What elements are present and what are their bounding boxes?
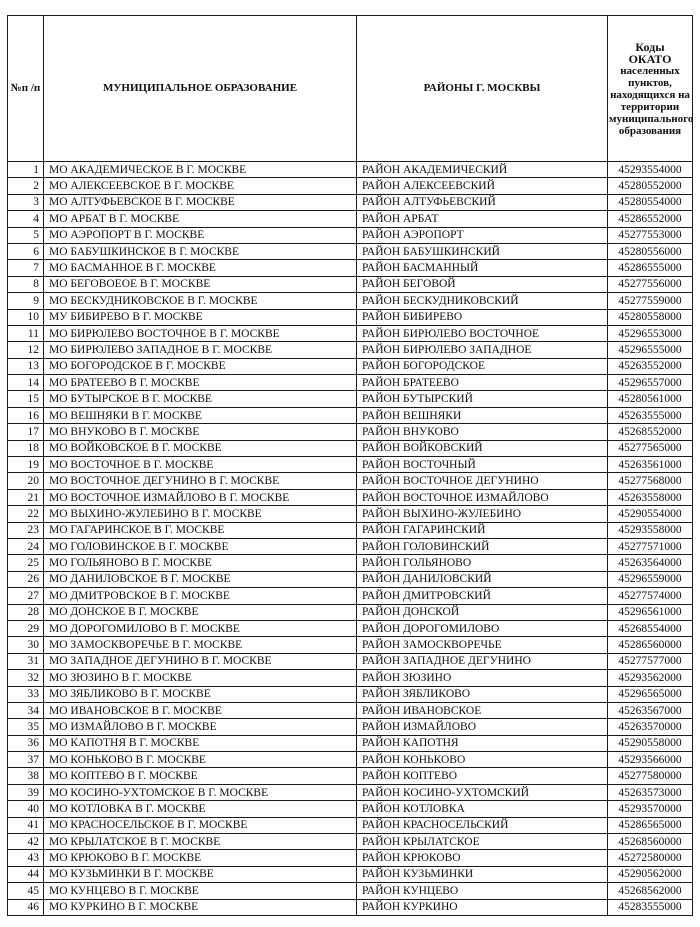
cell-okato-code: 45280561000: [608, 391, 693, 407]
table-row: [8, 899, 693, 915]
table-row: [8, 555, 693, 571]
table-row: [8, 391, 693, 407]
cell-district: РАЙОН АЛТУФЬЕВСКИЙ: [357, 194, 608, 210]
cell-municipality: МО АКАДЕМИЧЕСКОЕ В Г. МОСКВЕ: [44, 162, 357, 178]
header-number: №п /п: [8, 16, 44, 162]
cell-number: 28: [8, 604, 44, 620]
table-row: [8, 440, 693, 456]
table-row: [8, 243, 693, 259]
cell-district: РАЙОН БЕСКУДНИКОВСКИЙ: [357, 293, 608, 309]
cell-okato-code: 45293554000: [608, 162, 693, 178]
cell-municipality: МО КУРКИНО В Г. МОСКВЕ: [44, 899, 357, 915]
cell-number: 7: [8, 260, 44, 276]
cell-district: РАЙОН ЗЮЗИНО: [357, 670, 608, 686]
cell-municipality: МО ГАГАРИНСКОЕ В Г. МОСКВЕ: [44, 522, 357, 538]
cell-district: РАЙОН КРЮКОВО: [357, 850, 608, 866]
cell-municipality: МО ЗЮЗИНО В Г. МОСКВЕ: [44, 670, 357, 686]
cell-municipality: МО БАБУШКИНСКОЕ В Г. МОСКВЕ: [44, 243, 357, 259]
table-row: [8, 506, 693, 522]
cell-municipality: МО БЕСКУДНИКОВСКОЕ В Г. МОСКВЕ: [44, 293, 357, 309]
table-row: [8, 719, 693, 735]
cell-okato-code: 45290558000: [608, 735, 693, 751]
cell-okato-code: 45296553000: [608, 325, 693, 341]
table-row: [8, 522, 693, 538]
cell-municipality: МО АЭРОПОРТ В Г. МОСКВЕ: [44, 227, 357, 243]
cell-number: 31: [8, 653, 44, 669]
cell-number: 17: [8, 424, 44, 440]
cell-okato-code: 45296559000: [608, 571, 693, 587]
cell-district: РАЙОН КОТЛОВКА: [357, 801, 608, 817]
cell-okato-code: 45277553000: [608, 227, 693, 243]
table-row: [8, 653, 693, 669]
cell-district: РАЙОН ГАГАРИНСКИЙ: [357, 522, 608, 538]
cell-municipality: МУ БИБИРЕВО В Г. МОСКВЕ: [44, 309, 357, 325]
cell-municipality: МО ЗЯБЛИКОВО В Г. МОСКВЕ: [44, 686, 357, 702]
cell-number: 45: [8, 883, 44, 899]
cell-number: 12: [8, 342, 44, 358]
cell-number: 1: [8, 162, 44, 178]
table-row: [8, 358, 693, 374]
cell-district: РАЙОН КОПТЕВО: [357, 768, 608, 784]
cell-okato-code: 45268562000: [608, 883, 693, 899]
cell-okato-code: 45290562000: [608, 866, 693, 882]
table-row: [8, 637, 693, 653]
cell-number: 37: [8, 752, 44, 768]
header-okato-line1: Коды: [635, 39, 665, 54]
table-header: [8, 16, 693, 162]
cell-okato-code: 45263570000: [608, 719, 693, 735]
cell-number: 2: [8, 178, 44, 194]
cell-okato-code: 45293566000: [608, 752, 693, 768]
cell-municipality: МО АЛЕКСЕЕВСКОЕ В Г. МОСКВЕ: [44, 178, 357, 194]
cell-number: 19: [8, 457, 44, 473]
cell-okato-code: 45280554000: [608, 194, 693, 210]
table-row: [8, 686, 693, 702]
table-row: [8, 457, 693, 473]
cell-municipality: МО БИРЮЛЕВО ЗАПАДНОЕ В Г. МОСКВЕ: [44, 342, 357, 358]
table-row: [8, 162, 693, 178]
cell-municipality: МО КОСИНО-УХТОМСКОЕ В Г. МОСКВЕ: [44, 784, 357, 800]
cell-district: РАЙОН АЭРОПОРТ: [357, 227, 608, 243]
table-row: [8, 817, 693, 833]
cell-okato-code: 45283555000: [608, 899, 693, 915]
header-okato-line2: ОКАТО: [628, 51, 672, 66]
cell-okato-code: 45293558000: [608, 522, 693, 538]
cell-number: 39: [8, 784, 44, 800]
cell-municipality: МО КОПТЕВО В Г. МОСКВЕ: [44, 768, 357, 784]
table-row: [8, 407, 693, 423]
cell-number: 26: [8, 571, 44, 587]
cell-municipality: МО БРАТЕЕВО В Г. МОСКВЕ: [44, 375, 357, 391]
cell-number: 41: [8, 817, 44, 833]
cell-number: 6: [8, 243, 44, 259]
cell-district: РАЙОН КУРКИНО: [357, 899, 608, 915]
cell-municipality: МО ВНУКОВО В Г. МОСКВЕ: [44, 424, 357, 440]
cell-district: РАЙОН ВНУКОВО: [357, 424, 608, 440]
table-row: [8, 604, 693, 620]
cell-okato-code: 45286552000: [608, 211, 693, 227]
cell-okato-code: 45286555000: [608, 260, 693, 276]
table-row: [8, 325, 693, 341]
cell-okato-code: 45277580000: [608, 768, 693, 784]
cell-okato-code: 45296557000: [608, 375, 693, 391]
cell-okato-code: 45293570000: [608, 801, 693, 817]
cell-number: 25: [8, 555, 44, 571]
cell-number: 43: [8, 850, 44, 866]
cell-district: РАЙОН АКАДЕМИЧЕСКИЙ: [357, 162, 608, 178]
cell-municipality: МО ДОРОГОМИЛОВО В Г. МОСКВЕ: [44, 620, 357, 636]
table-row: [8, 178, 693, 194]
table-row: [8, 211, 693, 227]
cell-municipality: МО КАПОТНЯ В Г. МОСКВЕ: [44, 735, 357, 751]
cell-municipality: МО ВОСТОЧНОЕ ИЗМАЙЛОВО В Г. МОСКВЕ: [44, 489, 357, 505]
cell-number: 15: [8, 391, 44, 407]
table-row: [8, 489, 693, 505]
cell-okato-code: 45263573000: [608, 784, 693, 800]
cell-number: 42: [8, 834, 44, 850]
cell-okato-code: 45268560000: [608, 834, 693, 850]
cell-number: 40: [8, 801, 44, 817]
cell-municipality: МО ЗАМОСКВОРЕЧЬЕ В Г. МОСКВЕ: [44, 637, 357, 653]
cell-number: 21: [8, 489, 44, 505]
table-row: [8, 293, 693, 309]
cell-number: 5: [8, 227, 44, 243]
cell-municipality: МО КОНЬКОВО В Г. МОСКВЕ: [44, 752, 357, 768]
cell-district: РАЙОН КАПОТНЯ: [357, 735, 608, 751]
cell-okato-code: 45280552000: [608, 178, 693, 194]
table-row: [8, 883, 693, 899]
cell-number: 30: [8, 637, 44, 653]
cell-number: 35: [8, 719, 44, 735]
cell-district: РАЙОН БИРЮЛЕВО ВОСТОЧНОЕ: [357, 325, 608, 341]
cell-district: РАЙОН БАБУШКИНСКИЙ: [357, 243, 608, 259]
cell-municipality: МО КРАСНОСЕЛЬСКОЕ В Г. МОСКВЕ: [44, 817, 357, 833]
cell-okato-code: 45268554000: [608, 620, 693, 636]
cell-municipality: МО ИВАНОВСКОЕ В Г. МОСКВЕ: [44, 702, 357, 718]
cell-number: 33: [8, 686, 44, 702]
okato-table: [7, 15, 693, 916]
cell-municipality: МО АРБАТ В Г. МОСКВЕ: [44, 211, 357, 227]
table-row: [8, 194, 693, 210]
cell-okato-code: 45277565000: [608, 440, 693, 456]
table-row: [8, 424, 693, 440]
cell-district: РАЙОН ВЕШНЯКИ: [357, 407, 608, 423]
cell-number: 38: [8, 768, 44, 784]
table-row: [8, 227, 693, 243]
cell-okato-code: 45272580000: [608, 850, 693, 866]
table-row: [8, 309, 693, 325]
cell-district: РАЙОН ИЗМАЙЛОВО: [357, 719, 608, 735]
cell-number: 9: [8, 293, 44, 309]
cell-district: РАЙОН ЗАМОСКВОРЕЧЬЕ: [357, 637, 608, 653]
table-body: [8, 162, 693, 916]
cell-okato-code: 45268552000: [608, 424, 693, 440]
table-row: [8, 670, 693, 686]
cell-district: РАЙОН КРАСНОСЕЛЬСКИЙ: [357, 817, 608, 833]
cell-okato-code: 45286565000: [608, 817, 693, 833]
cell-number: 24: [8, 538, 44, 554]
cell-okato-code: 45293562000: [608, 670, 693, 686]
document-page: [7, 15, 692, 916]
cell-district: РАЙОН БРАТЕЕВО: [357, 375, 608, 391]
cell-okato-code: 45263555000: [608, 407, 693, 423]
table-row: [8, 850, 693, 866]
header-district: РАЙОНЫ Г. МОСКВЫ: [357, 16, 608, 162]
cell-district: РАЙОН ВЫХИНО-ЖУЛЕБИНО: [357, 506, 608, 522]
cell-number: 13: [8, 358, 44, 374]
cell-okato-code: 45277577000: [608, 653, 693, 669]
cell-district: РАЙОН АРБАТ: [357, 211, 608, 227]
cell-municipality: МО ВЫХИНО-ЖУЛЕБИНО В Г. МОСКВЕ: [44, 506, 357, 522]
table-row: [8, 866, 693, 882]
cell-okato-code: 45290554000: [608, 506, 693, 522]
cell-district: РАЙОН БОГОРОДСКОЕ: [357, 358, 608, 374]
cell-number: 44: [8, 866, 44, 882]
cell-number: 32: [8, 670, 44, 686]
cell-district: РАЙОН ДОНСКОЙ: [357, 604, 608, 620]
cell-district: РАЙОН КУНЦЕВО: [357, 883, 608, 899]
table-row: [8, 768, 693, 784]
cell-municipality: МО КРЫЛАТСКОЕ В Г. МОСКВЕ: [44, 834, 357, 850]
cell-okato-code: 45263564000: [608, 555, 693, 571]
cell-number: 18: [8, 440, 44, 456]
cell-municipality: МО ВЕШНЯКИ В Г. МОСКВЕ: [44, 407, 357, 423]
cell-okato-code: 45296565000: [608, 686, 693, 702]
cell-district: РАЙОН КОНЬКОВО: [357, 752, 608, 768]
cell-municipality: МО БУТЫРСКОЕ В Г. МОСКВЕ: [44, 391, 357, 407]
cell-district: РАЙОН ЗАПАДНОЕ ДЕГУНИНО: [357, 653, 608, 669]
table-row: [8, 834, 693, 850]
table-row: [8, 375, 693, 391]
cell-municipality: МО БИРЮЛЕВО ВОСТОЧНОЕ В Г. МОСКВЕ: [44, 325, 357, 341]
table-row: [8, 538, 693, 554]
cell-district: РАЙОН БАСМАННЫЙ: [357, 260, 608, 276]
cell-municipality: МО ДАНИЛОВСКОЕ В Г. МОСКВЕ: [44, 571, 357, 587]
cell-okato-code: 45296561000: [608, 604, 693, 620]
cell-okato-code: 45296555000: [608, 342, 693, 358]
cell-municipality: МО ДОНСКОЕ В Г. МОСКВЕ: [44, 604, 357, 620]
cell-district: РАЙОН КРЫЛАТСКОЕ: [357, 834, 608, 850]
cell-district: РАЙОН ЗЯБЛИКОВО: [357, 686, 608, 702]
table-row: [8, 801, 693, 817]
cell-number: 4: [8, 211, 44, 227]
cell-number: 3: [8, 194, 44, 210]
table-row: [8, 620, 693, 636]
header-okato-rest: населенных пунктов, находящихся на территории муниципального образования: [609, 64, 694, 137]
cell-number: 20: [8, 473, 44, 489]
cell-number: 22: [8, 506, 44, 522]
cell-municipality: МО ВОСТОЧНОЕ ДЕГУНИНО В Г. МОСКВЕ: [44, 473, 357, 489]
table-row: [8, 342, 693, 358]
cell-municipality: МО КРЮКОВО В Г. МОСКВЕ: [44, 850, 357, 866]
cell-number: 14: [8, 375, 44, 391]
cell-municipality: МО БАСМАННОЕ В Г. МОСКВЕ: [44, 260, 357, 276]
table-row: [8, 752, 693, 768]
table-row: [8, 702, 693, 718]
header-municipality: МУНИЦИПАЛЬНОЕ ОБРАЗОВАНИЕ: [44, 16, 357, 162]
cell-municipality: МО ДМИТРОВСКОЕ В Г. МОСКВЕ: [44, 588, 357, 604]
table-row: [8, 473, 693, 489]
table-row: [8, 260, 693, 276]
header-okato: [608, 16, 693, 162]
cell-okato-code: 45263552000: [608, 358, 693, 374]
cell-okato-code: 45263558000: [608, 489, 693, 505]
cell-okato-code: 45277574000: [608, 588, 693, 604]
cell-district: РАЙОН БИБИРЕВО: [357, 309, 608, 325]
cell-okato-code: 45263567000: [608, 702, 693, 718]
cell-municipality: МО ЗАПАДНОЕ ДЕГУНИНО В Г. МОСКВЕ: [44, 653, 357, 669]
cell-district: РАЙОН ВОСТОЧНОЕ ДЕГУНИНО: [357, 473, 608, 489]
cell-district: РАЙОН ДОРОГОМИЛОВО: [357, 620, 608, 636]
cell-okato-code: 45277559000: [608, 293, 693, 309]
cell-district: РАЙОН ГОЛЬЯНОВО: [357, 555, 608, 571]
table-row: [8, 735, 693, 751]
cell-municipality: МО ИЗМАЙЛОВО В Г. МОСКВЕ: [44, 719, 357, 735]
cell-municipality: МО БОГОРОДСКОЕ В Г. МОСКВЕ: [44, 358, 357, 374]
cell-okato-code: 45263561000: [608, 457, 693, 473]
cell-number: 11: [8, 325, 44, 341]
cell-district: РАЙОН ВОЙКОВСКИЙ: [357, 440, 608, 456]
cell-municipality: МО КУНЦЕВО В Г. МОСКВЕ: [44, 883, 357, 899]
cell-okato-code: 45280558000: [608, 309, 693, 325]
cell-okato-code: 45277568000: [608, 473, 693, 489]
cell-number: 8: [8, 276, 44, 292]
cell-district: РАЙОН ВОСТОЧНЫЙ: [357, 457, 608, 473]
table-row: [8, 276, 693, 292]
cell-municipality: МО ВОЙКОВСКОЕ В Г. МОСКВЕ: [44, 440, 357, 456]
cell-municipality: МО ГОЛЬЯНОВО В Г. МОСКВЕ: [44, 555, 357, 571]
cell-okato-code: 45277571000: [608, 538, 693, 554]
cell-municipality: МО АЛТУФЬЕВСКОЕ В Г. МОСКВЕ: [44, 194, 357, 210]
table-row: [8, 588, 693, 604]
cell-district: РАЙОН БИРЮЛЕВО ЗАПАДНОЕ: [357, 342, 608, 358]
cell-district: РАЙОН КУЗЬМИНКИ: [357, 866, 608, 882]
table-row: [8, 571, 693, 587]
cell-municipality: МО БЕГОВОЕОЕ В Г. МОСКВЕ: [44, 276, 357, 292]
cell-district: РАЙОН ДМИТРОВСКИЙ: [357, 588, 608, 604]
cell-district: РАЙОН ИВАНОВСКОЕ: [357, 702, 608, 718]
cell-number: 34: [8, 702, 44, 718]
cell-number: 36: [8, 735, 44, 751]
cell-okato-code: 45280556000: [608, 243, 693, 259]
cell-number: 46: [8, 899, 44, 915]
cell-number: 16: [8, 407, 44, 423]
cell-okato-code: 45286560000: [608, 637, 693, 653]
cell-municipality: МО КОТЛОВКА В Г. МОСКВЕ: [44, 801, 357, 817]
cell-number: 23: [8, 522, 44, 538]
cell-district: РАЙОН ДАНИЛОВСКИЙ: [357, 571, 608, 587]
cell-number: 27: [8, 588, 44, 604]
cell-municipality: МО ВОСТОЧНОЕ В Г. МОСКВЕ: [44, 457, 357, 473]
cell-number: 10: [8, 309, 44, 325]
cell-municipality: МО КУЗЬМИНКИ В Г. МОСКВЕ: [44, 866, 357, 882]
cell-number: 29: [8, 620, 44, 636]
cell-okato-code: 45277556000: [608, 276, 693, 292]
cell-district: РАЙОН БУТЫРСКИЙ: [357, 391, 608, 407]
cell-district: РАЙОН АЛЕКСЕЕВСКИЙ: [357, 178, 608, 194]
cell-district: РАЙОН ВОСТОЧНОЕ ИЗМАЙЛОВО: [357, 489, 608, 505]
table-row: [8, 784, 693, 800]
cell-district: РАЙОН ГОЛОВИНСКИЙ: [357, 538, 608, 554]
cell-district: РАЙОН БЕГОВОЙ: [357, 276, 608, 292]
cell-municipality: МО ГОЛОВИНСКОЕ В Г. МОСКВЕ: [44, 538, 357, 554]
cell-district: РАЙОН КОСИНО-УХТОМСКИЙ: [357, 784, 608, 800]
